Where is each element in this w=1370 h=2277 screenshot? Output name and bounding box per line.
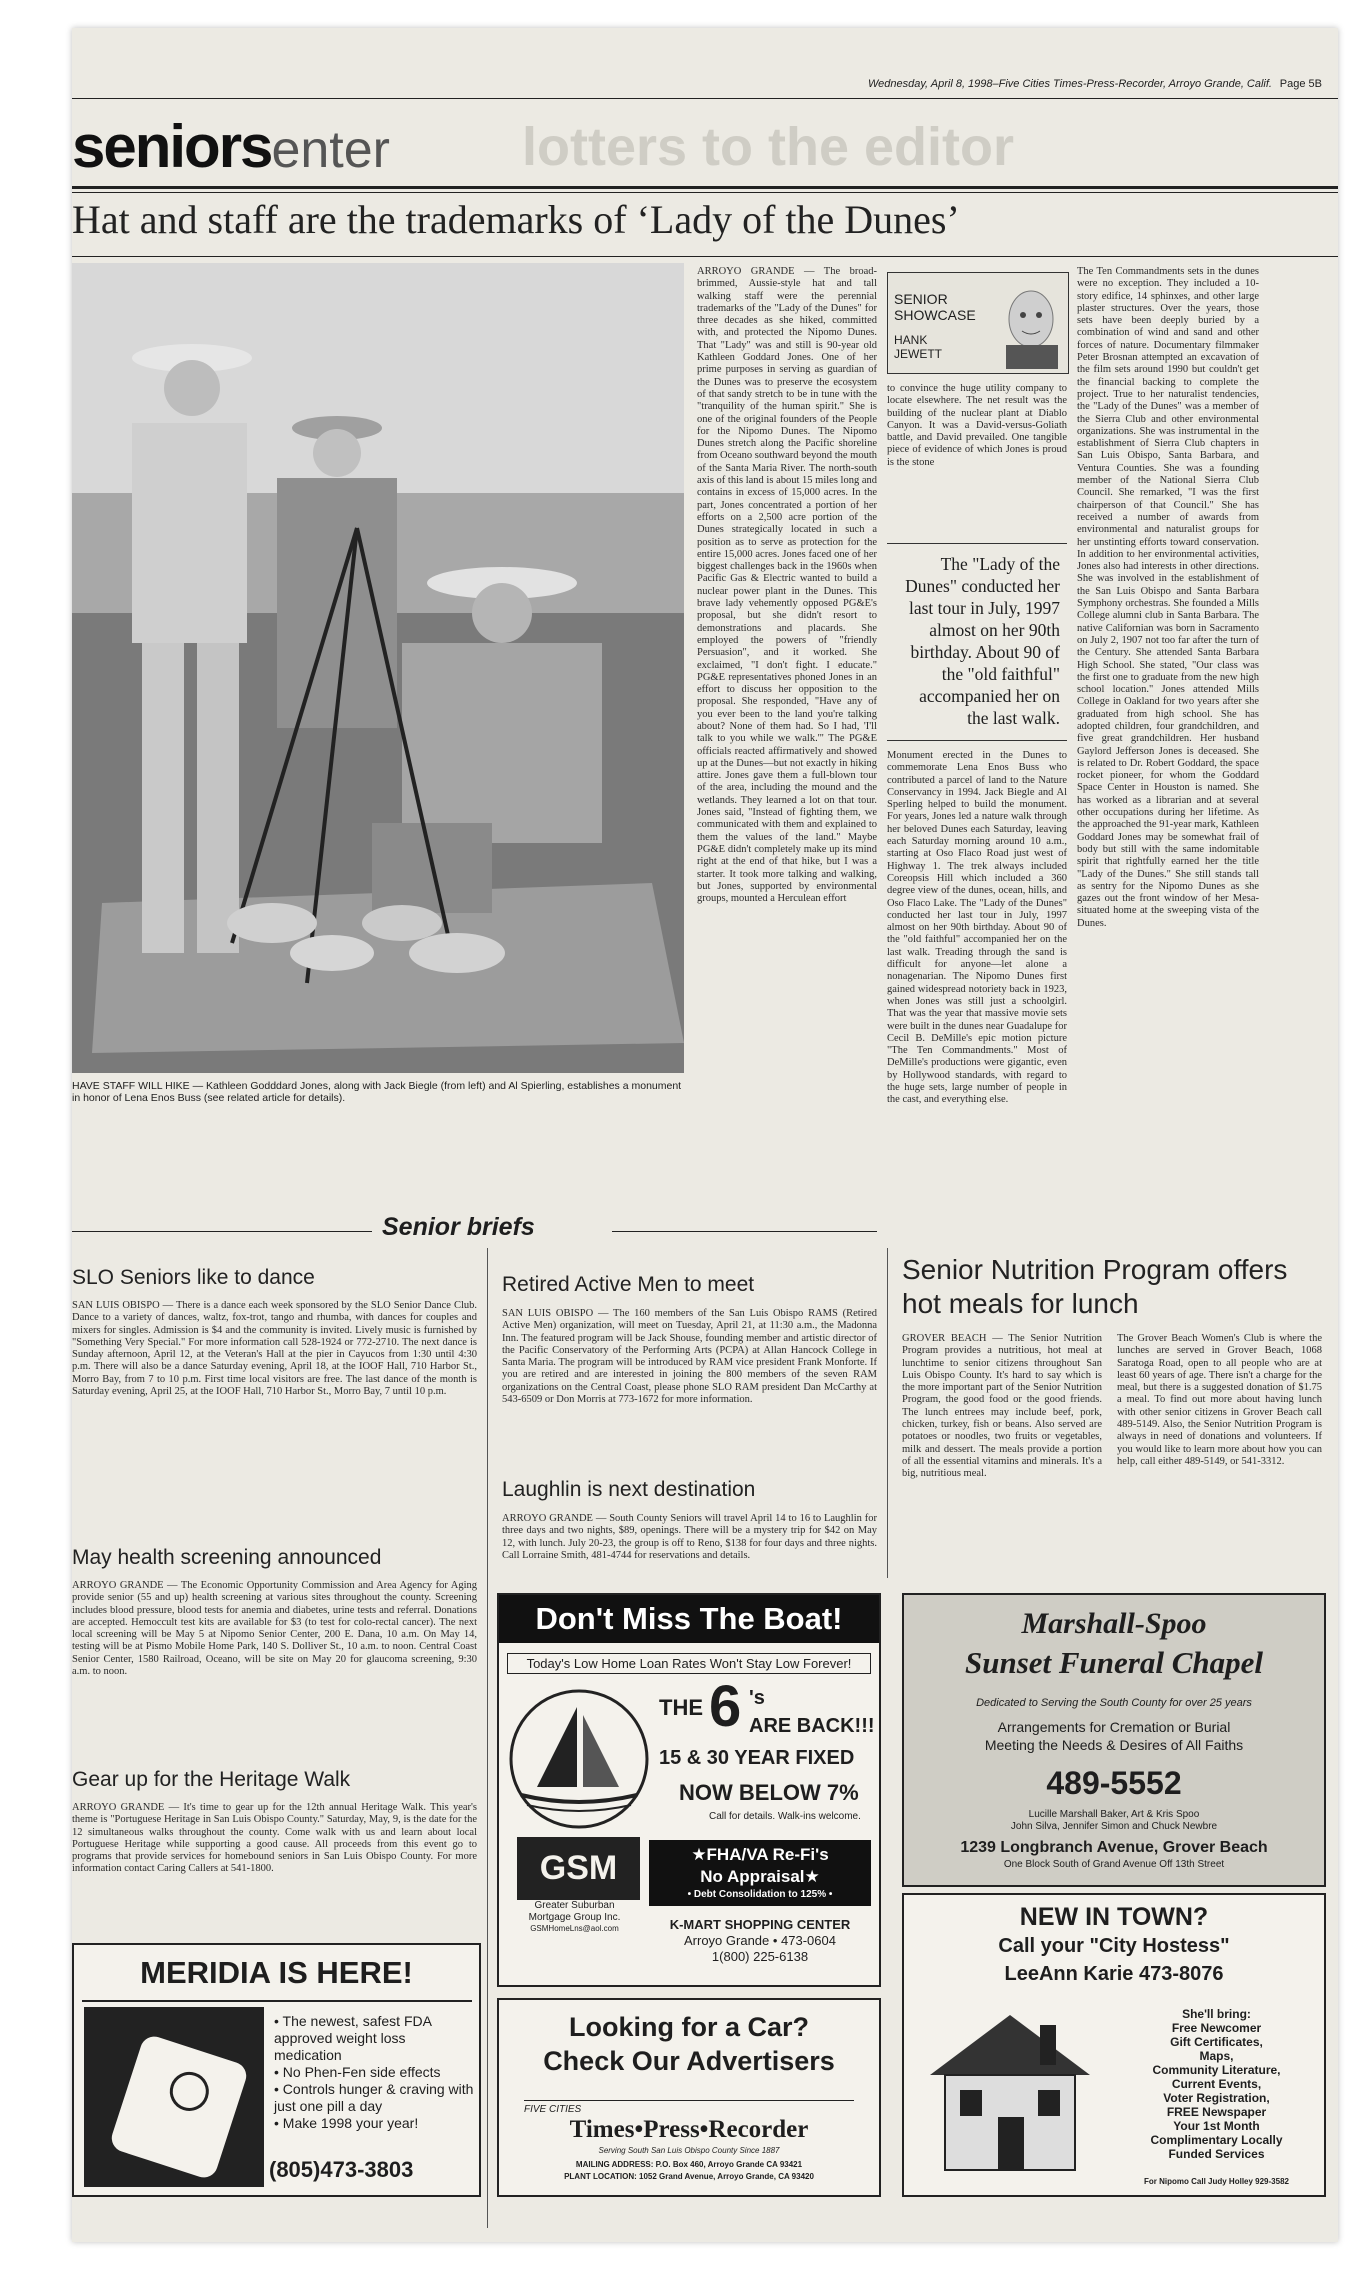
page-number: Page 5B (1279, 78, 1322, 90)
house-illustration (910, 2005, 1110, 2175)
debt-line: • Debt Consolidation to 125% • (687, 1889, 833, 1900)
car-line-1: Looking for a Car? (568, 2012, 809, 2042)
showcase-label-1: SENIOR (894, 291, 948, 307)
car-line-2: Check Our Advertisers (543, 2046, 835, 2076)
hostess-ad (902, 1893, 1326, 2197)
funeral-ad (902, 1593, 1326, 1887)
dateline: Wednesday, April 8, 1998–Five Cities Times-Press-Recorder, Arroyo Grande, Calif. (867, 78, 1272, 90)
story-column-3: The Ten Commandments sets in the dunes were no exception. They included a 10-story edifice, 14 sphinxes, and other large plaster structures. Over the years, those sets have been deeply buried by a combination of wind and sand and other forces of nature. Documentary filmmaker Peter Brosnan attempted an excavation of the film sets around 1990 but couldn't get the financial backing to complete the project. True to her naturalist tendencies, the "Lady of the Dunes" was a member of the Sierra Club and other environmental organizations. She was instrumental in the establishment of Sierra Club chapters in San Luis Obispo, Santa Barbara, and Ventura Counties. She was a founding member of the National Sierra Club Council. She remarked, "I was the first chairperson of that Council." She has received a number of awards from environmental and naturalist groups for her unstinting efforts toward conservation. In addition to her environmental activities, Jones also had interests in other directions. She was involved in the establishment of the San Luis Obispo and Santa Barbara Symphony orchestras. She founded a Mills College alumni club in Santa Barbara. The native Californian was born in Sacramento on July 2, 1907 not too far after the turn of the Century. She attended Santa Barbara High School. She stated, "Our class was the first one to graduate from the new high school location." Jones attended Mills College in Oakland for two years after she graduated from high school. She has adopted children, four grandchildren, and five great grandchildren. Her husband Gaylord Jefferson Jones is deceased. She is related to Dr. Robert Goddard, the space rocket pioneer, for whom the Goddard Space Center in Houston is named. She has worked as a librarian and at several other occupations during her lifetime. As the approached the 91-year mark, Kathleen Goddard Jones may be somewhat frail of body but still with the same indomitable spirit that rightfully earned her the title "Lady of the Dunes." She still stands tall as sentry for the Nipomo Dunes as she gazes out the front window of her Mesa-situated home at the sweeping vista of the Dunes. (1077, 266, 1259, 929)
health-body: ARROYO GRANDE — The Economic Opportunity Commission and Area Agency for Aging provide senior (55 and up) health screening at various sites throughout the county. Screening includes blood pressure, blood tests for anemia and diabetes, urine tests and referral. Donations are accepted. Hemoccult test kits are available for $3 (to test for colo-rectal cancer). The next local screening will be May 5 at Nipomo Senior Center, 200 E. Dana, 10 a.m. On May 14, testing will be at Pismo Mobile Home Park, 140 S. Dolliver St., 10 a.m. to noon. Central Coast Senior Center, 1580 Railroad, Oceano, will be site on May 20 for glaucoma screening, 9:30 a.m. to noon. (72, 1580, 477, 1678)
hostess-item: Maps, (1199, 2049, 1234, 2063)
pull-quote: The "Lady of the Dunes" conducted her last tour in July, 1997 almost on her 90th birthday. About 90 of the "old faithful" accompanied her on the last walk. (905, 554, 1060, 728)
hostess-call: Call your "City Hostess" (998, 1935, 1230, 1957)
hostess-nipomo: For Nipomo Call Judy Holley 929-3582 (1144, 2177, 1289, 2186)
rates-below: NOW BELOW 7% (679, 1780, 859, 1805)
boat-title: Don't Miss The Boat! (499, 1595, 879, 1643)
newspaper-page (72, 28, 1338, 2242)
refi-line: ★FHA/VA Re-Fi's (691, 1845, 829, 1864)
gsm-company-1: Greater Suburban (534, 1900, 615, 1911)
hostess-item: Voter Registration, (1163, 2091, 1270, 2105)
section-title-light: enter (271, 121, 390, 179)
gsm-web: GSMHomeLns@aol.com (530, 1924, 619, 1933)
story-column-1: ARROYO GRANDE — The broad-brimmed, Aussie-style hat and tall walking staff were the perennial trademarks of the "Lady of the Dunes" for three decades as she hiked, committed with, and protected the Nipomo Dunes. That "Lady" was and still is 90-year old Kathleen Goddard Jones. One of her prime purposes in serving as guardian of the Dunes was to preserve the ecosystem of that sandy stretch to be in tune with the "tranquility of the human spirit." She is one of the original founders of the People for the Nipomo Dunes. The Nipomo Dunes stretch along the Pacific shoreline from Oceano southward beyond the mouth of the Santa Maria River. The north-south axis of this land is about 15 miles long and contains in excess of 15,000 acres. In the part, Jones concentrated a portion of her efforts on a 2,500 acre portion of the Dunes strategically located in such a position as to serve as protection for the entire 15,000 acres. Jones faced one of her biggest challenges back in the 1960s when Pacific Gas & Electric wanted to build a nuclear power plant in the Dunes. This brave lady vehemently opposed PG&E's proposal, but she didn't resort to demonstrations and placards. She employed the powers of "friendly Persuasion", and it worked. She exclaimed, "I don't fight. I educate." PG&E representatives phoned Jones in an effort to discuss her opposition to the proposal. She responded, "Have any of you ever been to the land you're talking about? None of them had. So I had, 'I'll talk to you while we walk.'" The PG&E officials reacted affirmatively and showed up at the Dunes—but not exactly in hiking attire. Jones gave them a full-blown tour of the area, including the mound and the wetlands. They learned a lot on that tour. Jones said, "Instead of fighting them, we communicated with them and explained to them the values of the land." Maybe PG&E didn't completely make up its mind right at the end of that hike, but I was a starter. It took more talking and walking, but Jones, supported by environmental groups, mounted a Herculean effort (697, 266, 877, 905)
senior-showcase-box (887, 272, 1069, 374)
meridia-bullets (274, 2013, 474, 2132)
funeral-phone: 489-5552 (1046, 1765, 1182, 1801)
gsm-company-2: Mortgage Group Inc. (528, 1912, 621, 1923)
paper-small: FIVE CITIES (524, 2104, 582, 2115)
paper-mailing: MAILING ADDRESS: P.O. Box 460, Arroyo Grande CA 93421 (575, 2160, 803, 2169)
rates-sixs: 's (749, 1687, 765, 1709)
mortgage-ad (497, 1593, 881, 1987)
sailboat-logo (507, 1687, 652, 1832)
story-column-2-top: to convince the huge utility company to locate elsewhere. The net result was the building of the nuclear plant at Diablo Canyon. It was a David-versus-Goliath battle, and David prevailed. One tangible piece of evidence of which Jones is proud is the stone (887, 383, 1067, 468)
hikers-photo (72, 263, 684, 1073)
main-headline: Hat and staff are the trademarks of ‘Lady of the Dunes’ (72, 197, 960, 242)
showcase-author-1: HANK (894, 333, 928, 347)
slo-dance-body: SAN LUIS OBISPO — There is a dance each week sponsored by the SLO Senior Dance Club. Dance to a variety of dances, waltz, fox-trot, tango and rhumba, with dances for couples and mixers for singles. Admission is $4 and the community is invited. Lively music is furnished by "Something Very Special." For more information call 528-1924 or 772-2710. The next dance is Sunday afternoon, April 12, at the Veteran's Hall at the pier in Cayucos from 1:30 until 4:30 p.m. There will also be a dance Saturday evening, April 18, at the IOOF Hall, 710 Harbor St., Morro Bay, from 7 to 10 p.m. First time local visitors are free. The last dance of the month is Saturday evening, April 25, at the IOOF Hall, 710 Harbor St., Morro Bay, 7 until 10 p.m. (72, 1300, 477, 1398)
hostess-item: Funded Services (1168, 2147, 1265, 2161)
ram-body: SAN LUIS OBISPO — The 160 members of the San Luis Obispo RAMS (Retired Active Men) organization, will meet on Tuesday, April 21, at 11:30 a.m., the Madonna Inn. The featured program will be Jack Shouse, founding member and artistic director of the Pacific Conservatory of the Performing Arts (PCPA) at Allan Hancock College in Santa Maria. The program will be introduced by RAM vice president Frank Monforte. If you are retired and are interested in joining the 800 members of the seven RAM organizations on the Central Coast, please phone SLO RAM president Dan McCarthy at 543-6509 or Don Morris at 773-1672 for more information. (502, 1308, 877, 1406)
kmart-line: K-MART SHOPPING CENTER (669, 1917, 851, 1932)
meridia-bullet: • No Phen-Fen side effects (274, 2064, 441, 2080)
funeral-staff-1: Lucille Marshall Baker, Art & Kris Spoo (1028, 1809, 1200, 1820)
paper-tag: Serving South San Luis Obispo County Since 1887 (598, 2146, 780, 2155)
hostess-item: Community Literature, (1152, 2063, 1281, 2077)
rates-call: Call for details. Walk-ins welcome. (709, 1811, 861, 1822)
showcase-author-2: JEWETT (894, 347, 942, 361)
heritage-title: Gear up for the Heritage Walk (72, 1768, 351, 1791)
hostess-list (1114, 2007, 1319, 2161)
rates-the: THE (659, 1695, 703, 1720)
funeral-address: 1239 Longbranch Avenue, Grover Beach (960, 1839, 1268, 1856)
car-ad (497, 1998, 881, 2197)
columnist-portrait (1000, 279, 1062, 369)
rates-are-back: ARE BACK!!! (749, 1715, 875, 1737)
funeral-meeting: Meeting the Needs & Desires of All Faiths (984, 1737, 1244, 1753)
nutrition-col-2: The Grover Beach Women's Club is where the lunches are served in Grover Beach, 1068 Saratoga Road, open to all people who are at least 60 years of age. There isn't a charge for the meal, but there is a suggested donation of $1.75 a meal. To find out more about having lunch with other senior citizens in Grover Beach call 489-5149. Also, the Senior Nutrition Program is always in need of donations and volunteers. If you would like to learn more about how you can help, call either 489-5149, or 541-3312. (1117, 1333, 1322, 1467)
appraisal-line: No Appraisal★ (700, 1867, 820, 1886)
refi-box (649, 1840, 871, 1906)
hostess-item: Your 1st Month (1173, 2119, 1260, 2133)
paper-plant: PLANT LOCATION: 1052 Grand Avenue, Arroyo Grande, CA 93420 (564, 2172, 814, 2181)
ram-title: Retired Active Men to meet (502, 1273, 755, 1296)
slo-dance-title: SLO Seniors like to dance (72, 1266, 315, 1289)
funeral-arrangements: Arrangements for Cremation or Burial (997, 1719, 1231, 1735)
hostess-bring: She'll bring: (1182, 2007, 1251, 2021)
meridia-ad (72, 1943, 481, 2197)
hostess-item: Gift Certificates, (1170, 2035, 1263, 2049)
meridia-title: MERIDIA IS HERE! (140, 1955, 413, 1990)
meridia-bullet: • Make 1998 your year! (274, 2115, 419, 2131)
showcase-label-2: SHOWCASE (894, 307, 976, 323)
scale-icon (84, 2007, 264, 2187)
story-column-2-bottom: Monument erected in the Dunes to commemorate Lena Enos Buss who contributed a parcel of land to the Nature Conservancy in 1994. Jack Biegle and Al Sperling helped to build the monument. For years, Jones led a nature walk through her beloved Dunes each Saturday, leaving each Saturday morning around 10 a.m., starting at Oso Flaco Road just west of Highway 1. The trek always included Coreopsis Hill which included a 360 degree view of the dunes, ocean, hills, and Oso Flaco Lake. The "Lady of the Dunes" conducted her last tour in July, 1997 almost on her 90th birthday. About 90 of the "old faithful" accompanied her on the last walk. Treading through the sand is difficult for anyone—let alone a nonagenarian. The Nipomo Dunes first gained widespread notoriety back in 1923, when Jones was still just a schoolgirl. That was the year that massive movie sets were built in the dunes near Guadalupe for Cecil B. DeMille's epic motion picture "The Ten Commandments." Most of DeMille's productions were gigantic, even by Hollywood standards, with regard to the huge sets, large number of people in the cast, and everything else. (887, 750, 1067, 1106)
hostess-item: Current Events, (1171, 2077, 1262, 2091)
funeral-name-1: Marshall-Spoo (1021, 1607, 1207, 1640)
funeral-staff-2: John Silva, Jennifer Simon and Chuck Newbre (1010, 1821, 1218, 1832)
nutrition-col-1: GROVER BEACH — The Senior Nutrition Program provides a nutritious, hot meal at lunchtime to senior citizens throughout San Luis Obispo County. It's hard to say which is the more important part of the Senior Nutrition Program, the good food or the good friends. The lunch entrees may include beef, pork, chicken, turkey, fish or beans. Also served are potatoes or noodles, two fruits or vegetables, milk and dessert. The meals provide a portion of all the essential vitamins and minerals. It's a big, nutritious meal. (902, 1333, 1102, 1480)
hostess-item: Complimentary Locally (1150, 2133, 1283, 2147)
heritage-body: ARROYO GRANDE — It's time to gear up for the 12th annual Heritage Walk. This year's theme is "Portuguese Heritage in San Luis Obispo County." Saturday, May, 9, is the date for the 12 simultaneous walks throughout the county. Come walk with us and learn about local Portuguese Heritage while supporting a good cause. All proceeds from this event go to programs that provide services for homebound seniors in San Luis Obispo County. For more information contact Caring Callers at 541-1800. (72, 1802, 477, 1875)
hostess-item: FREE Newspaper (1166, 2105, 1267, 2119)
city-line: Arroyo Grande • 473-0604 (684, 1933, 836, 1948)
boat-subtitle: Today's Low Home Loan Rates Won't Stay Low Forever! (507, 1653, 871, 1674)
paper-name: Times•Press•Recorder (569, 2116, 809, 2143)
rates-fixed: 15 & 30 YEAR FIXED (659, 1747, 855, 1769)
photo-illustration (72, 263, 684, 1073)
funeral-directions: One Block South of Grand Avenue Off 13th Street (1003, 1859, 1225, 1870)
nutrition-title: Senior Nutrition Program offers hot meals for lunch (902, 1254, 1288, 1319)
meridia-phone: (805)473-3803 (269, 2157, 414, 2182)
tollfree-line: 1(800) 225-6138 (711, 1949, 809, 1964)
photo-caption: HAVE STAFF WILL HIKE — Kathleen Godddard Jones, along with Jack Biegle (from left) and Al Spierling, establishes a monument in honor of Lena Enos Buss (see related article for details). (72, 1080, 682, 1104)
senior-briefs-title: Senior briefs (382, 1213, 535, 1241)
laughlin-body: ARROYO GRANDE — South County Seniors will travel April 14 to 16 to Laughlin for three days and two nights, $89, openings. There will be a mystery trip for $42 on May 12, with lunch. July 20-23, the group is off to Reno, $138 for four days and three nights. Call Lorraine Smith, 481-4744 for reservations and details. (502, 1513, 877, 1561)
gsm-logo-text: GSM (517, 1837, 640, 1900)
hostess-name: LeeAnn Karie 473-8076 (1004, 1963, 1224, 1985)
meridia-bullet: • Controls hunger & craving with just one pill a day (274, 2081, 474, 2114)
meridia-bullet: • The newest, safest FDA approved weight loss medication (274, 2013, 432, 2063)
funeral-name-2: Sunset Funeral Chapel (964, 1645, 1264, 1680)
laughlin-title: Laughlin is next destination (502, 1478, 756, 1501)
section-title-bold: seniors (72, 113, 272, 180)
gsm-logo (507, 1837, 642, 1932)
hostess-title: NEW IN TOWN? (1019, 1903, 1209, 1931)
rates-six: 6 (709, 1674, 742, 1739)
health-title: May health screening announced (72, 1546, 382, 1569)
hostess-item: Free Newcomer (1171, 2021, 1262, 2035)
funeral-tagline: Dedicated to Serving the South County for over 25 years (976, 1697, 1252, 1709)
bleed-through-text: lotters to the editor (522, 117, 1015, 177)
